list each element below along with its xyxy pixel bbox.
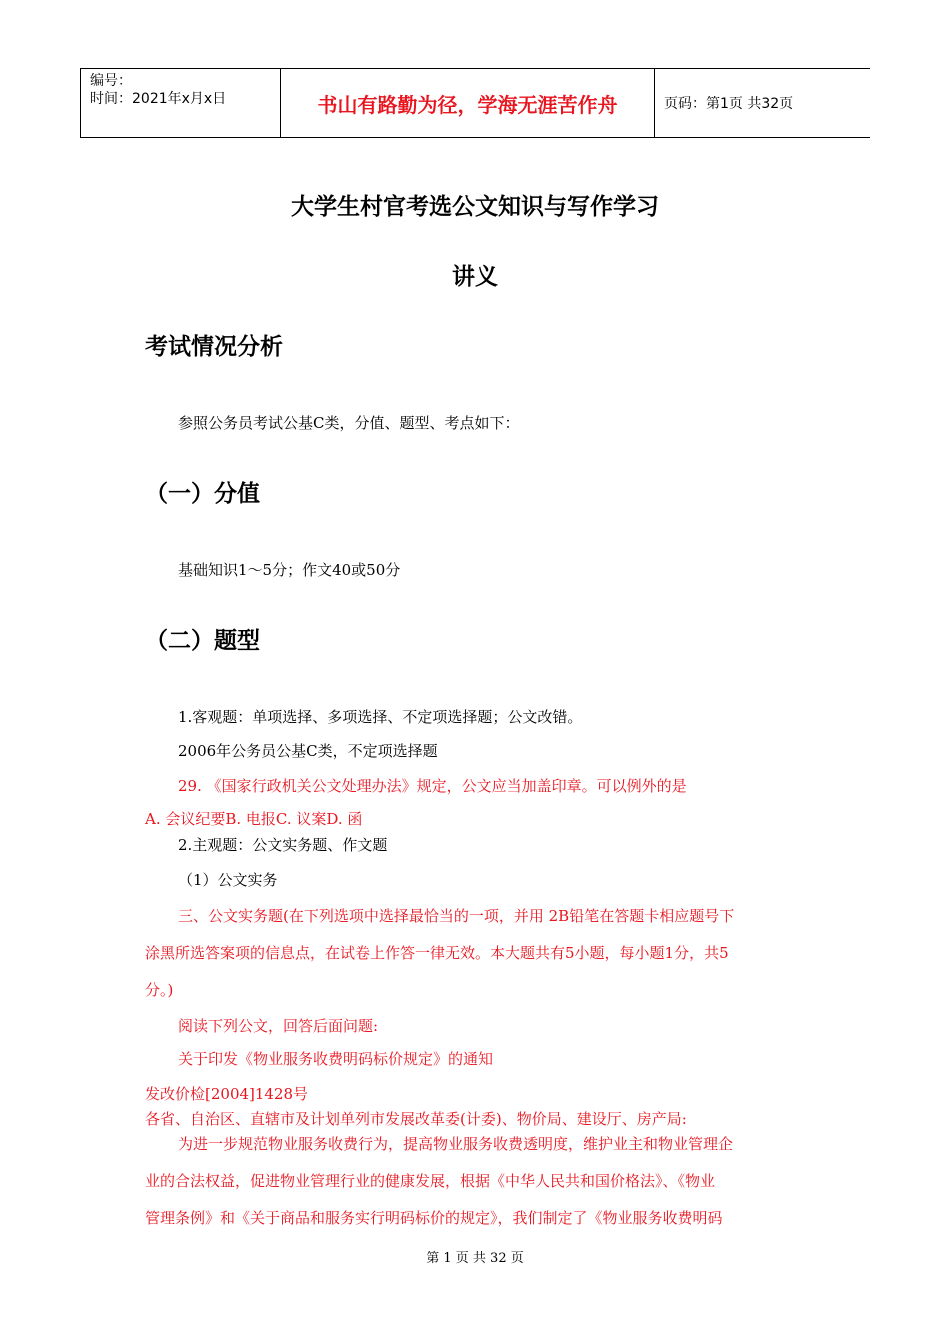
header-motto: 书山有路勤为径，学海无涯苦作舟	[281, 69, 655, 137]
item-objective-note: 2006年公务员公基C类，不定项选择题	[178, 742, 438, 760]
section3-line1: 三、公文实务题(在下列选项中选择最恰当的一项，并用 2B铅笔在答题卡相应题号下	[178, 907, 735, 925]
notice-title: 关于印发《物业服务收费明码标价规定》的通知	[178, 1050, 494, 1068]
page-footer: 第 1 页 共 32 页	[426, 1251, 524, 1266]
recipients-line: 各省、自治区、直辖市及计划单列市发展改革委(计委)、物价局、建设厅、房产局:	[145, 1110, 687, 1128]
header-number: 编号：	[90, 73, 132, 89]
body-paragraph-line2: 业的合法权益，促进物业管理行业的健康发展，根据《中华人民共和国价格法》、《物业	[145, 1172, 716, 1190]
header-meta-cell	[80, 69, 281, 137]
doc-title-line1: 大学生村官考选公文知识与写作学习	[291, 194, 659, 220]
read-prompt: 阅读下列公文，回答后面问题:	[178, 1017, 379, 1035]
subheading-score: （一）分值	[145, 481, 260, 507]
question-29-options: A. 会议纪要B. 电报C. 议案D. 函	[145, 810, 363, 828]
section-heading-exam: 考试情况分析	[145, 334, 283, 360]
section3-line2: 涂黑所选答案项的信息点，在试卷上作答一律无效。本大题共有5小题，每小题1分，共5	[145, 944, 729, 962]
page-header-table	[80, 68, 870, 138]
header-time: 时间：2021年x月x日	[90, 91, 227, 107]
body-paragraph-line3: 管理条例》和《关于商品和服务实行明码标价的规定》，我们制定了《物业服务收费明码	[145, 1209, 723, 1227]
body-paragraph-line1: 为进一步规范物业服务收费行为，提高物业服务收费透明度，维护业主和物业管理企	[178, 1135, 734, 1153]
doc-title-line2: 讲义	[452, 264, 498, 290]
item-objective: 1.客观题：单项选择、多项选择、不定项选择题；公文改错。	[178, 708, 583, 726]
question-29: 29. 《国家行政机关公文处理办法》规定，公文应当加盖印章。可以例外的是	[178, 777, 687, 795]
score-text: 基础知识1～5分；作文40或50分	[178, 561, 401, 579]
intro-paragraph: 参照公务员考试公基C类，分值、题型、考点如下：	[178, 414, 520, 432]
header-page-count: 页码：第1页 共32页	[664, 96, 794, 112]
item-subjective: 2.主观题：公文实务题、作文题	[178, 836, 388, 854]
section3-line3: 分。)	[145, 981, 174, 999]
document-number: 发改价检[2004]1428号	[145, 1085, 309, 1103]
item-subjective-sub1: （1）公文实务	[178, 871, 278, 889]
subheading-types: （二）题型	[145, 628, 260, 654]
